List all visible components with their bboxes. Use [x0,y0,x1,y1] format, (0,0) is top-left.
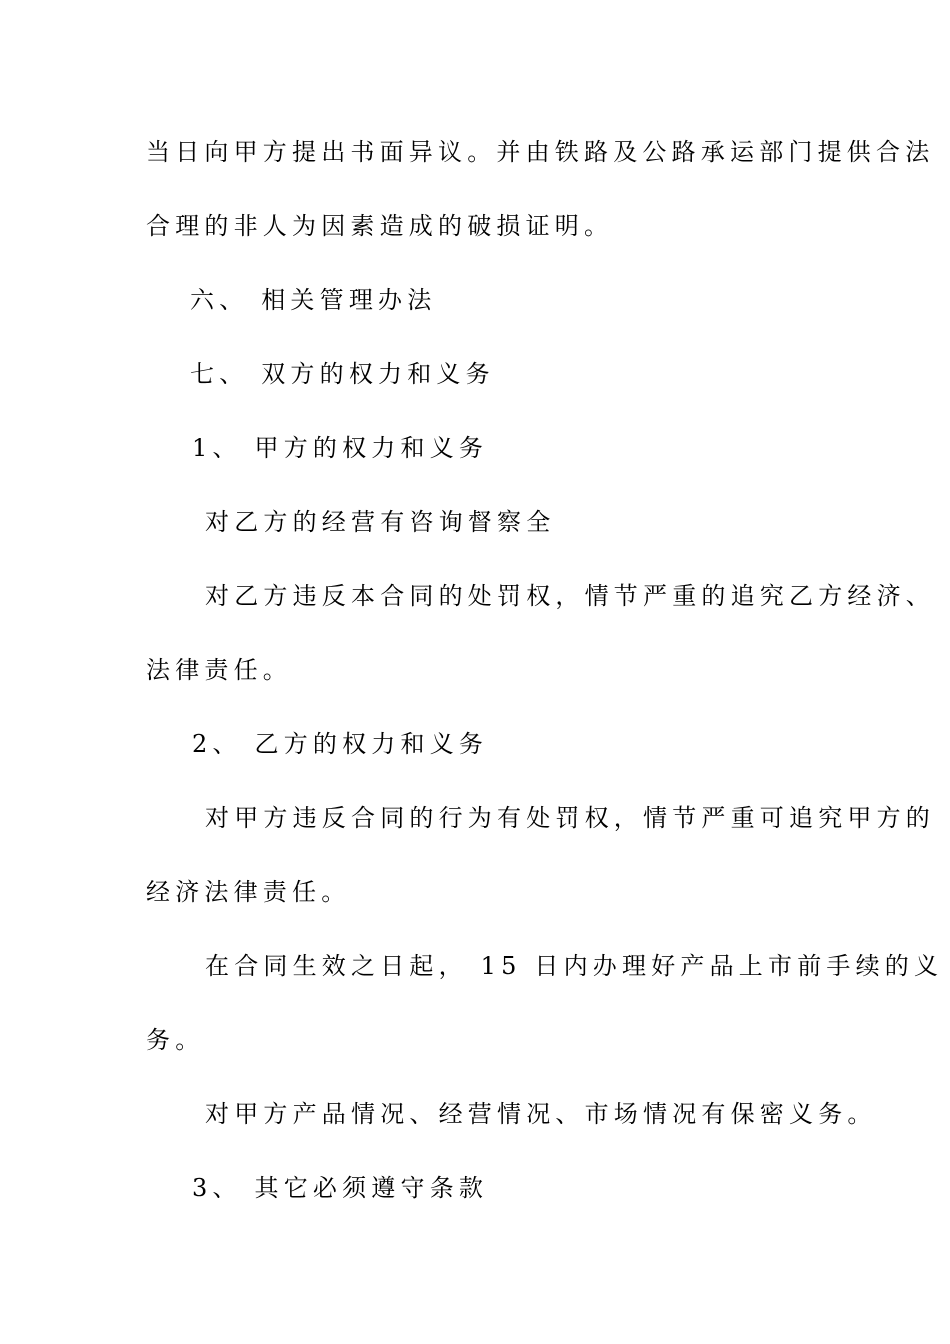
section-heading: 六、 相关管理办法 [190,286,437,314]
paragraph-line: 当日向甲方提出书面异议。并由铁路及公路承运部门提供合法 [146,138,935,166]
subsection-heading: 3、 其它必须遵守条款 [192,1174,489,1202]
paragraph-line: 务。 [146,1026,205,1054]
paragraph-line: 对甲方产品情况、经营情况、市场情况有保密义务。 [205,1100,877,1128]
paragraph-line: 法律责任。 [146,656,292,684]
section-heading: 七、 双方的权力和义务 [190,360,495,388]
paragraph-line: 对乙方的经营有咨询督察全 [205,508,556,536]
subsection-heading: 1、 甲方的权力和义务 [192,434,489,462]
paragraph-line: 经济法律责任。 [146,878,351,906]
paragraph-line: 对乙方违反本合同的处罚权，情节严重的追究乙方经济、 [205,582,935,610]
subsection-heading: 2、 乙方的权力和义务 [192,730,489,758]
paragraph-line: 在合同生效之日起， 15 日内办理好产品上市前手续的义 [205,952,944,980]
paragraph-line: 对甲方违反合同的行为有处罚权，情节严重可追究甲方的 [205,804,935,832]
paragraph-line: 合理的非人为因素造成的破损证明。 [146,212,614,240]
